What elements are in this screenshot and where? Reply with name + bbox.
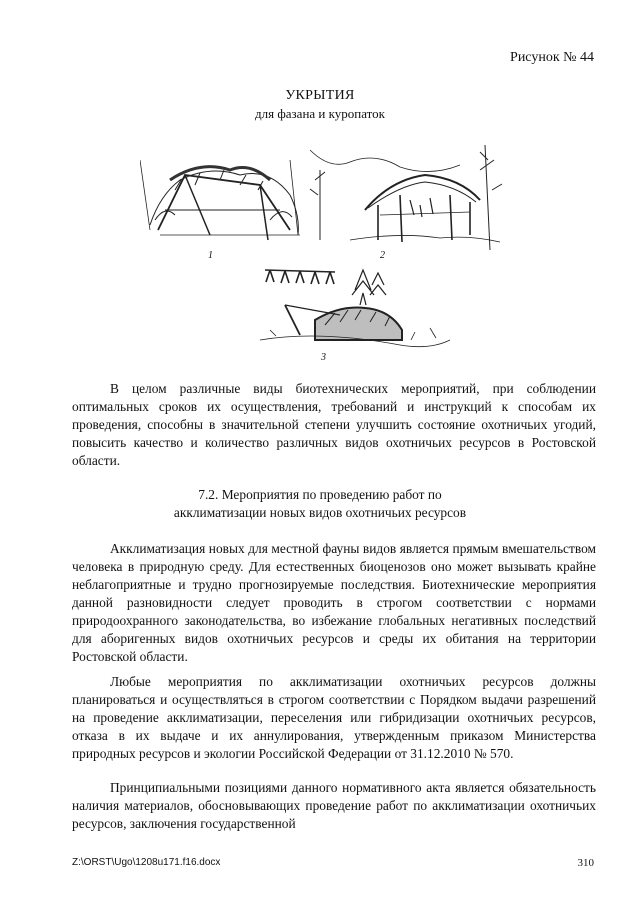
sketch-3-number: 3: [321, 352, 326, 363]
shelters-illustration: [140, 140, 520, 365]
paragraph-acclimatization-intro: Акклиматизация новых для местной фауны видов является прямым вмешательством человека в природную среду. Для естественных биоценозов оно может вызывать крайне неблагоприятные и трудно прогнозируемые последствия. Биотехнические мероприятия данной разновидности следует проводить в строгом соответствии с нормами природоохранного законодательства, во избежание глобальных негативных последствий для аборигенных видов охотничьих ресурсов и среды их обитания на территории Ростовской области.: [72, 541, 596, 664]
paragraph-regulation-principles: Принципиальными позициями данного нормативного акта является обязательность наличия материалов, обосновывающих проведение работ по акклиматизации охотничьих ресурсов, заключения государственной: [72, 780, 596, 831]
page-number: 310: [577, 857, 594, 869]
sketch-1-number: 1: [208, 250, 213, 261]
figure-subtitle: для фазана и куропаток: [255, 106, 385, 121]
section-heading-line-2: акклиматизации новых видов охотничьих ресурсов: [173, 505, 467, 520]
roofed-shelter-icon: [310, 145, 502, 250]
section-heading-line-1: 7.2. Мероприятия по проведению работ по: [198, 487, 442, 502]
paragraph-acclimatization-permits: Любые мероприятия по акклиматизации охотничьих ресурсов должны планироваться и осуществляться в строгом соответствии с Порядком выдачи разрешений на проведение акклиматизации, переселения или гибридизации охотничьих ресурсов, отказа в их выдаче и их аннулирования, утвержденным приказом Министерства природных ресурсов и экологии Российской Федерации от 31.12.2010 № 570.: [72, 674, 596, 761]
sketch-2-number: 2: [380, 250, 385, 261]
footer-file-path: Z:\ORST\Ugo\1208u171.f16.docx: [72, 857, 221, 868]
brush-pile-shelter-icon: [260, 270, 450, 347]
lean-to-shelter-icon: [140, 160, 300, 240]
figure-title: УКРЫТИЯ: [285, 88, 355, 103]
figure-label: Рисунок № 44: [510, 50, 594, 65]
paragraph-biotechnical-summary: В целом различные виды биотехнических мероприятий, при соблюдении оптимальных сроков их осуществления, требований и инструкций к способам их проведения, способны в значительной степени улучшить состояние охотничьих угодий, повысить качество и количество различных видов охотничьих ресурсов в Ростовской области.: [72, 381, 596, 468]
